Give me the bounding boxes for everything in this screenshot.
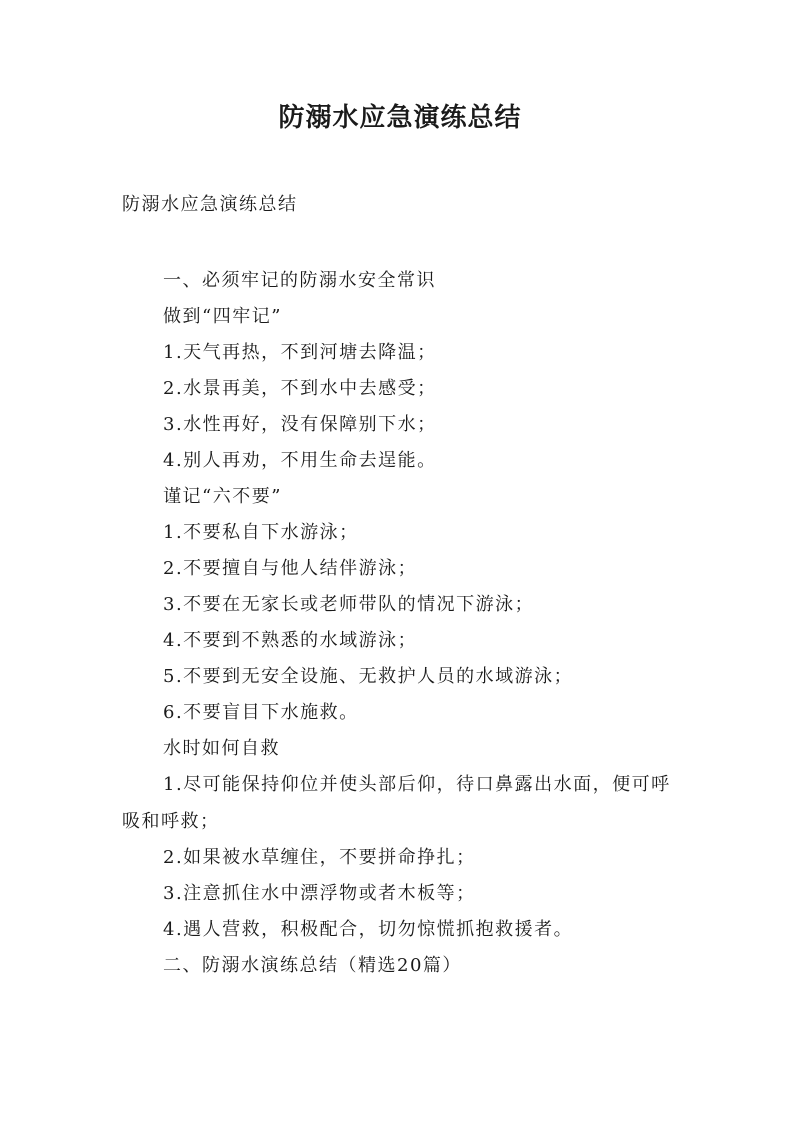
list-item: 3.注意抓住水中漂浮物或者木板等； xyxy=(163,883,476,904)
list-item: 1.尽可能保持仰位并使头部后仰，待口鼻露出水面，便可呼吸和呼救； xyxy=(122,774,671,832)
list-item: 2.如果被水草缠住，不要拼命挣扎； xyxy=(163,847,476,868)
list-item: 4.不要到不熟悉的水域游泳； xyxy=(163,630,418,651)
list-item: 5.不要到无安全设施、无救护人员的水域游泳； xyxy=(163,666,574,687)
section-heading-safety: 一、必须牢记的防溺水安全常识 xyxy=(163,270,436,291)
list-item: 4.别人再劝，不用生命去逞能。 xyxy=(163,450,437,471)
list-item: 3.水性再好，没有保障别下水； xyxy=(163,414,437,435)
list-item: 2.不要擅自与他人结伴游泳； xyxy=(163,558,418,579)
document-body xyxy=(122,263,682,984)
subheading-four-remember: 做到“四牢记” xyxy=(163,306,282,327)
document-subtitle: 防溺水应急演练总结 xyxy=(122,194,298,215)
document-title: 防溺水应急演练总结 xyxy=(278,103,522,133)
list-item: 6.不要盲目下水施救。 xyxy=(163,702,359,723)
list-item: 2.水景再美，不到水中去感受； xyxy=(163,378,437,399)
list-item: 3.不要在无家长或老师带队的情况下游泳； xyxy=(163,594,535,615)
subheading-six-donts: 谨记“六不要” xyxy=(163,486,282,507)
subheading-self-rescue: 水时如何自救 xyxy=(163,738,280,759)
section-heading-summary: 二、防溺水演练总结（精选20篇） xyxy=(163,955,462,976)
list-item: 1.天气再热，不到河塘去降温； xyxy=(163,342,437,363)
list-item: 4.遇人营救，积极配合，切勿惊慌抓抱救援者。 xyxy=(163,919,574,940)
list-item: 1.不要私自下水游泳； xyxy=(163,522,359,543)
